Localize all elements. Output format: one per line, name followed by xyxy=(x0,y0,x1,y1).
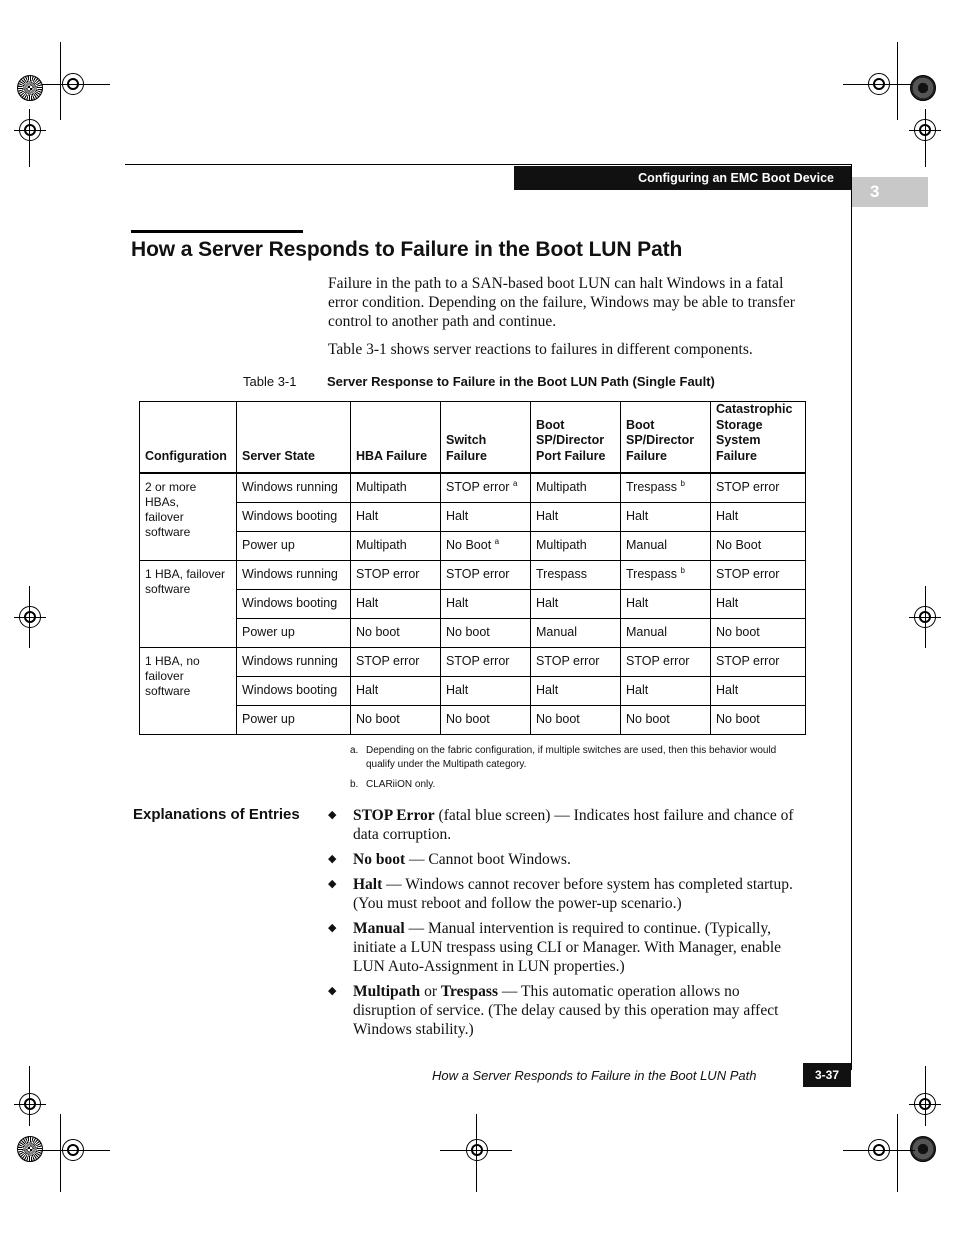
hba-cell: STOP error xyxy=(351,647,441,676)
explanations-heading: Explanations of Entries xyxy=(133,806,300,823)
sp-cell: Manual xyxy=(621,531,711,560)
hba-cell: Halt xyxy=(351,676,441,705)
switch-cell: STOP error xyxy=(441,560,531,589)
footnote-text: CLARiiON only. xyxy=(366,779,436,790)
margin-rule xyxy=(851,164,852,1070)
diamond-bullet-icon: ◆ xyxy=(328,922,337,934)
footnote-label: b. xyxy=(350,779,359,790)
footnote-ref: a xyxy=(494,536,500,546)
switch-cell: Halt xyxy=(441,589,531,618)
term: Trespass xyxy=(440,983,498,1000)
switch-cell: No Boot $^a$ xyxy=(441,531,531,560)
explanations-list xyxy=(328,806,798,1045)
hba-cell: Halt xyxy=(351,589,441,618)
config-cell: 2 or more HBAs, failover software xyxy=(140,473,237,560)
list-item: ◆ Halt — Windows cannot recover before system has completed startup. (You must reboot and follow the power-up scenario.) xyxy=(328,876,793,912)
intro-paragraph: Failure in the path to a SAN-based boot LUN can halt Windows in a fatal error condition. Depending on the failure, Windows may be able to transfer control to another path and continue. xyxy=(328,275,795,330)
switch-cell: Halt xyxy=(441,676,531,705)
footnote-ref: a xyxy=(512,478,518,488)
table-row xyxy=(140,647,806,676)
switch-cell: No boot xyxy=(441,618,531,647)
switch-cell: STOP error $^a$ xyxy=(441,473,531,502)
table-row xyxy=(140,560,806,589)
config-cell: 1 HBA, no failover software xyxy=(140,647,237,734)
port-cell: Multipath xyxy=(531,531,621,560)
catastrophic-cell: Halt xyxy=(711,676,806,705)
sp-cell: Halt xyxy=(621,502,711,531)
term: No boot xyxy=(353,851,406,868)
sp-cell: STOP error xyxy=(621,647,711,676)
sp-cell: Trespass $^b$ xyxy=(621,473,711,502)
hba-cell: Multipath xyxy=(351,473,441,502)
table-row xyxy=(140,531,806,560)
state-cell: Windows running xyxy=(237,647,351,676)
port-cell: STOP error xyxy=(531,647,621,676)
col-catastrophic-failure: Catastrophic Storage System Failure xyxy=(711,402,806,474)
sp-cell: No boot xyxy=(621,705,711,734)
state-cell: Windows running xyxy=(237,473,351,502)
sp-cell: Manual xyxy=(621,618,711,647)
col-configuration: Configuration xyxy=(140,402,237,474)
state-cell: Power up xyxy=(237,531,351,560)
diamond-bullet-icon: ◆ xyxy=(328,985,337,997)
switch-cell: Halt xyxy=(441,502,531,531)
catastrophic-cell: No Boot xyxy=(711,531,806,560)
port-cell: Halt xyxy=(531,676,621,705)
col-port-failure: Boot SP/Director Port Failure xyxy=(531,402,621,474)
sp-cell: Halt xyxy=(621,589,711,618)
hba-cell: Halt xyxy=(351,502,441,531)
col-hba-failure: HBA Failure xyxy=(351,402,441,474)
port-cell: Halt xyxy=(531,502,621,531)
intro-paragraph-table-ref: Table 3-1 shows server reactions to failures in different components. xyxy=(328,341,753,358)
port-cell: No boot xyxy=(531,705,621,734)
state-cell: Windows running xyxy=(237,560,351,589)
table-row xyxy=(140,676,806,705)
list-item: ◆ STOP Error (fatal blue screen) — Indicates host failure and chance of data corruption. xyxy=(328,807,794,843)
list-item: ◆ Multipath or Trespass — This automatic operation allows no disruption of service. (The delay caused by this operation may affect Windows stability.) xyxy=(328,983,779,1038)
list-item: ◆ Manual — Manual intervention is required to continue. (Typically, initiate a LUN trespass using CLI or Manager. With Manager, enable LUN Auto-Assignment in LUN properties.) xyxy=(328,920,782,975)
col-sp-failure: Boot SP/Director Failure xyxy=(621,402,711,474)
footnote-ref: b xyxy=(680,565,685,575)
page-number: 3-37 xyxy=(803,1063,851,1087)
footnote-label: a. xyxy=(350,745,359,756)
state-cell: Power up xyxy=(237,618,351,647)
table-row xyxy=(140,589,806,618)
failure-response-table xyxy=(139,401,806,735)
hba-cell: STOP error xyxy=(351,560,441,589)
state-cell: Power up xyxy=(237,705,351,734)
term: STOP Error xyxy=(353,807,435,824)
table-row xyxy=(140,705,806,734)
sp-cell: Halt xyxy=(621,676,711,705)
table-row xyxy=(140,502,806,531)
footnote-ref: b xyxy=(680,478,685,488)
footnote-b xyxy=(350,778,800,794)
switch-cell: STOP error xyxy=(441,647,531,676)
sp-cell: Trespass $^b$ xyxy=(621,560,711,589)
table-row xyxy=(140,618,806,647)
state-cell: Windows booting xyxy=(237,589,351,618)
term: Multipath xyxy=(353,983,421,1000)
header-rule xyxy=(125,164,852,165)
running-footer: How a Server Responds to Failure in the Boot LUN Path xyxy=(432,1068,757,1083)
port-cell: Multipath xyxy=(531,473,621,502)
catastrophic-cell: Halt xyxy=(711,589,806,618)
catastrophic-cell: No boot xyxy=(711,618,806,647)
state-cell: Windows booting xyxy=(237,502,351,531)
catastrophic-cell: No boot xyxy=(711,705,806,734)
state-cell: Windows booting xyxy=(237,676,351,705)
port-cell: Manual xyxy=(531,618,621,647)
table-caption xyxy=(243,374,715,389)
catastrophic-cell: STOP error xyxy=(711,647,806,676)
config-cell: 1 HBA, failover software xyxy=(140,560,237,647)
diamond-bullet-icon: ◆ xyxy=(328,853,337,865)
table-number: Table 3-1 xyxy=(243,374,297,389)
hba-cell: No boot xyxy=(351,618,441,647)
hba-cell: No boot xyxy=(351,705,441,734)
footnote-text: Depending on the fabric configuration, if multiple switches are used, then this behavior would qualify under the Multipath category. xyxy=(366,745,777,770)
chapter-tab: 3 xyxy=(852,177,928,207)
hba-cell: Multipath xyxy=(351,531,441,560)
chapter-header: Configuring an EMC Boot Device xyxy=(514,166,851,190)
col-server-state: Server State xyxy=(237,402,351,474)
diamond-bullet-icon: ◆ xyxy=(328,809,337,821)
section-title: How a Server Responds to Failure in the Boot LUN Path xyxy=(131,238,683,261)
catastrophic-cell: Halt xyxy=(711,502,806,531)
catastrophic-cell: STOP error xyxy=(711,560,806,589)
catastrophic-cell: STOP error xyxy=(711,473,806,502)
footnote-a xyxy=(350,744,800,774)
table-header-row xyxy=(140,402,806,474)
title-rule xyxy=(131,230,303,233)
diamond-bullet-icon: ◆ xyxy=(328,878,337,890)
port-cell: Trespass xyxy=(531,560,621,589)
switch-cell: No boot xyxy=(441,705,531,734)
term: Halt xyxy=(353,876,383,893)
table-title: Server Response to Failure in the Boot LUN Path (Single Fault) xyxy=(327,374,715,389)
port-cell: Halt xyxy=(531,589,621,618)
term: Manual xyxy=(353,920,405,937)
col-switch-failure: Switch Failure xyxy=(441,402,531,474)
list-item: ◆ No boot — Cannot boot Windows. xyxy=(328,851,571,868)
table-row xyxy=(140,473,806,502)
